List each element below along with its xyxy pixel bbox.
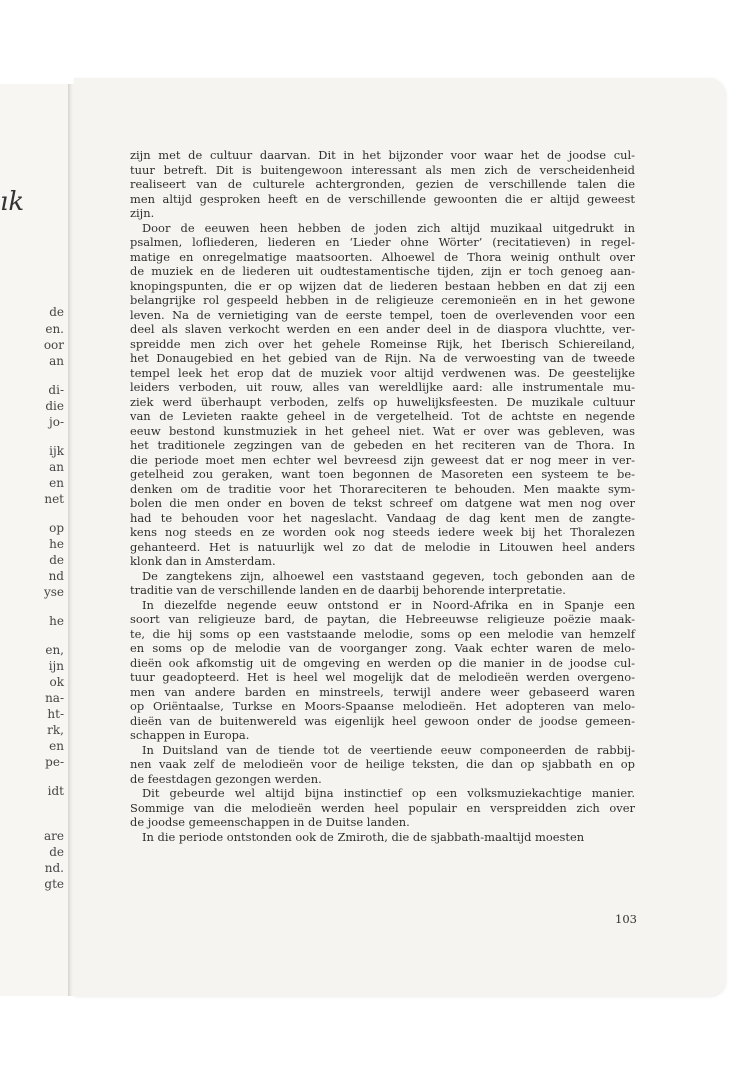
text-line: Door de eeuwen heen hebben de joden zich altijd muzikaal uitgedrukt in bbox=[142, 220, 635, 235]
text-line: ziek werd überhaupt verboden, zelfs op huwelijksfeesten. De muzikale cultuur bbox=[130, 394, 635, 409]
left-page-text-fragment: he bbox=[49, 614, 64, 628]
left-page-text-fragment: an bbox=[49, 354, 64, 368]
left-page-text-fragment: en bbox=[49, 739, 64, 753]
text-line: zijn. bbox=[130, 206, 155, 220]
left-page-text-fragment: ijn bbox=[48, 659, 64, 673]
text-line: die periode moet men echter wel bevreesd zijn geweest dat er nog meer in ver- bbox=[130, 452, 635, 467]
text-line: eeuw bestond kunstmuziek in het geheel niet. Wat er over was gebleven, was bbox=[130, 423, 635, 438]
left-page-text-fragment: en. bbox=[45, 322, 64, 336]
text-line: het Donaugebied en het gebied van de Rijn. Na de verwoesting van de tweede bbox=[130, 351, 635, 365]
text-line: bolen die men onder en boven de tekst schreef om datgene wat men nog over bbox=[130, 496, 635, 510]
left-page-text-fragment: jo- bbox=[49, 415, 64, 429]
left-page-heading-fragment: ık bbox=[0, 187, 25, 217]
left-page-text-fragment: pe- bbox=[45, 755, 64, 769]
left-page-text-fragment: nd bbox=[48, 569, 64, 583]
paragraph bbox=[130, 569, 635, 598]
left-page-text-fragment: en bbox=[49, 476, 64, 490]
left-page-text-fragment: net bbox=[44, 492, 64, 506]
text-line: belangrijke rol gespeeld hebben in de religieuze ceremonieën en in het gewone bbox=[130, 293, 635, 307]
text-line: tempel leek het erop dat de muziek voor altijd verdwenen was. De geestelijke bbox=[130, 365, 635, 380]
right-page bbox=[74, 78, 725, 996]
text-line: had te behouden voor het nageslacht. Vandaag de dag kent men de zangte- bbox=[130, 510, 635, 525]
text-line: getelheid zou geraken, want toen begonnen de Masoreten een systeem te be- bbox=[130, 467, 635, 481]
text-line: klonk dan in Amsterdam. bbox=[130, 554, 276, 568]
left-page-text-fragment: nd. bbox=[44, 861, 64, 875]
text-line: de feestdagen gezongen werden. bbox=[130, 771, 322, 786]
left-page bbox=[0, 84, 68, 996]
text-line: men altijd gesproken heeft en de verschillende gewoonten die er altijd geweest bbox=[130, 191, 635, 206]
left-page-text-fragment: idt bbox=[47, 784, 64, 798]
text-line: soort van religieuze bard, de paytan, die Hebreeuwse religieuze poëzie maak- bbox=[130, 612, 635, 626]
body-text bbox=[130, 148, 635, 844]
text-line: psalmen, lofliederen, liederen en ‘Lieder ohne Wörter’ (recitatieven) in regel- bbox=[130, 235, 635, 249]
text-line: de muziek en de liederen uit oudtestamentische tijden, zijn er toch genoeg aan- bbox=[130, 264, 635, 278]
paragraph bbox=[130, 743, 635, 787]
text-line: In die periode ontstonden ook de Zmiroth, die de sjabbath-maaltijd moesten bbox=[142, 829, 585, 844]
text-line: nen vaak zelf de melodieën voor de heilige teksten, die dan op sjabbath en op bbox=[130, 757, 635, 771]
left-page-text-fragment: die bbox=[45, 399, 64, 413]
text-line: knopingspunten, die er op wijzen dat de liederen bestaan hebben en dat zij een bbox=[130, 278, 635, 293]
paragraph bbox=[130, 786, 635, 830]
text-line: van de Levieten raakte geheel in de vergetelheid. Tot de achtste en negende bbox=[130, 409, 635, 423]
text-line: Dit gebeurde wel altijd bijna instinctief op een volksmuziekachtige manier. bbox=[142, 786, 635, 800]
left-page-text-fragment: gte bbox=[44, 877, 64, 891]
text-line: het traditionele zegzingen van de gebeden en het reciteren van de Thora. In bbox=[130, 438, 635, 452]
paragraph bbox=[130, 148, 635, 221]
text-line: dieën van de buitenwereld was eigenlijk heel gewoon onder de joodse gemeen- bbox=[130, 713, 635, 728]
paragraph bbox=[130, 221, 635, 569]
text-line: dieën ook afkomstig uit de omgeving en werden op die manier in de joodse cul- bbox=[130, 655, 635, 670]
left-page-text-fragment: are bbox=[44, 829, 64, 843]
left-page-text-fragment: op bbox=[49, 521, 64, 535]
left-page-text-fragment: rk, bbox=[47, 723, 64, 737]
text-line: op Oriëntaalse, Turkse en Moors-Spaanse melodieën. Het adopteren van melo- bbox=[130, 699, 635, 713]
left-page-text-fragment: yse bbox=[43, 585, 64, 599]
text-line: In Duitsland van de tiende tot de veertiende eeuw componeerden de rabbij- bbox=[142, 742, 635, 757]
text-line: te, die hij soms op een vaststaande melodie, soms op een melodie van hemzelf bbox=[130, 626, 635, 641]
text-line: schappen in Europa. bbox=[130, 728, 250, 742]
text-line: De zangtekens zijn, alhoewel een vaststaand gegeven, toch gebonden aan de bbox=[142, 568, 635, 583]
text-line: en soms op de melodie van de voorganger zong. Vaak echter waren de melo- bbox=[130, 641, 635, 655]
left-page-text-fragment: de bbox=[49, 845, 64, 859]
text-line: denken om de traditie voor het Thorareciteren te behouden. Men maakte sym- bbox=[130, 481, 635, 496]
text-line: Sommige van die melodieën werden heel populair en verspreidden zich over bbox=[130, 800, 635, 815]
text-line: gehanteerd. Het is natuurlijk wel zo dat de melodie in Litouwen heel anders bbox=[130, 539, 635, 554]
text-line: de joodse gemeenschappen in de Duitse landen. bbox=[130, 815, 410, 829]
paragraph bbox=[130, 830, 635, 845]
text-line: leven. Na de vernietiging van de eerste tempel, toen de overlevenden voor een bbox=[130, 307, 635, 322]
text-line: traditie van de verschillende landen en de daarbij behorende interpretatie. bbox=[130, 583, 566, 597]
left-page-text-fragment: ok bbox=[49, 675, 64, 689]
text-line: kens nog steeds en ze worden ook nog steeds iedere week bij het Thoralezen bbox=[130, 525, 635, 539]
left-page-text-fragment: de bbox=[49, 305, 64, 319]
paragraph bbox=[130, 598, 635, 743]
text-line: tuur betreft. Dit is buitengewoon interessant als men zich de verscheidenheid bbox=[130, 162, 635, 177]
left-page-text-fragment: na- bbox=[45, 691, 64, 705]
text-line: realiseert van de culturele achtergronden, gezien de verschillende talen die bbox=[130, 177, 635, 191]
left-page-text-fragment: ijk bbox=[49, 444, 64, 458]
text-line: matige en onregelmatige maatsoorten. Alhoewel de Thora weinig onthult over bbox=[130, 249, 635, 264]
page-number: 103 bbox=[615, 912, 637, 926]
text-line: deel als slaven verkocht werden en een ander deel in de diaspora vluchtte, ver- bbox=[130, 322, 635, 336]
left-page-text-fragment: di- bbox=[48, 383, 64, 397]
text-line: leiders verboden, uit rouw, alles van wereldlijke aard: alle instrumentale mu- bbox=[130, 380, 635, 394]
left-page-text-fragment: an bbox=[49, 460, 64, 474]
left-page-text-fragment: oor bbox=[43, 338, 64, 352]
left-page-text-fragment: en, bbox=[45, 643, 64, 657]
left-page-text-fragment: he bbox=[49, 537, 64, 551]
text-line: men van andere barden en minstreels, terwijl andere weer gebaseerd waren bbox=[130, 684, 635, 699]
text-line: tuur geadopteerd. Het is heel wel mogelijk dat de melodieën werden overgeno- bbox=[130, 670, 635, 684]
text-line: zijn met de cultuur daarvan. Dit in het bijzonder voor waar het de joodse cul- bbox=[130, 148, 635, 162]
text-line: In diezelfde negende eeuw ontstond er in Noord-Afrika en in Spanje een bbox=[142, 597, 635, 612]
left-page-text-fragment: ht- bbox=[47, 707, 64, 721]
text-line: spreidde men zich over het gehele Romeinse Rijk, het Iberisch Schiereiland, bbox=[130, 336, 635, 351]
left-page-text-fragment: de bbox=[49, 553, 64, 567]
